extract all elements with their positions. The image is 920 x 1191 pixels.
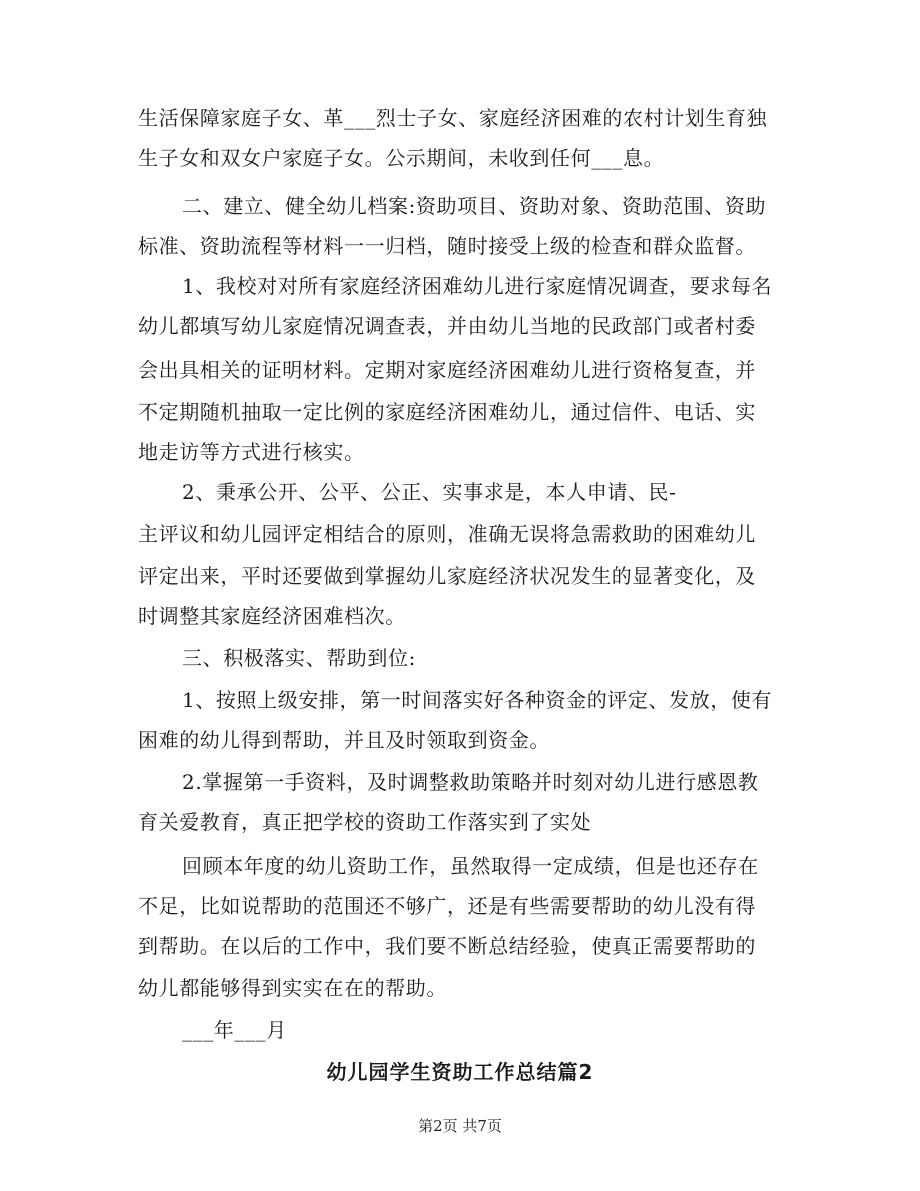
- text-line: 会出具相关的证明材料。定期对家庭经济困难幼儿进行资格复查，并: [138, 358, 756, 382]
- text-line: 时调整其家庭经济困难档次。: [138, 604, 406, 628]
- text-line: 不定期随机抽取一定比例的家庭经济困难幼儿，通过信件、电话、实: [138, 400, 756, 424]
- text-line: 育关爱教育，真正把学校的资助工作落实到了实处: [138, 810, 592, 834]
- text-line: 2、秉承公开、公平、公正、实事求是，本人申请、民-: [182, 480, 677, 504]
- text-line: 评定出来，平时还要做到掌握幼儿家庭经济状况发生的显著变化，及: [138, 564, 756, 588]
- text-line: 标准、资助流程等材料一一归档，随时接受上级的检查和群众监督。: [138, 234, 756, 258]
- text-line: 到帮助。在以后的工作中，我们要不断总结经验，使真正需要帮助的: [138, 934, 756, 958]
- text-line: 2.掌握第一手资料，及时调整救助策略并时刻对幼儿进行感恩教: [182, 770, 759, 794]
- text-line: 三、积极落实、帮助到位:: [182, 646, 416, 670]
- text-line: 主评议和幼儿园评定相结合的原则，准确无误将急需救助的困难幼儿: [138, 522, 756, 546]
- section-title: 幼儿园学生资助工作总结篇2: [326, 1060, 594, 1084]
- text-line: 地走访等方式进行核实。: [138, 440, 365, 464]
- page-indicator: 第2页 共7页: [418, 1117, 502, 1135]
- date-line: ___年___月: [182, 1018, 287, 1042]
- text-line: 二、建立、健全幼儿档案:资助项目、资助对象、资助范围、资助: [182, 194, 767, 218]
- text-line: 幼儿都填写幼儿家庭情况调查表，并由幼儿当地的民政部门或者村委: [138, 314, 756, 338]
- text-line: 1、我校对对所有家庭经济困难幼儿进行家庭情况调查，要求每名: [182, 274, 773, 298]
- text-line: 不足，比如说帮助的范围还不够广，还是有些需要帮助的幼儿没有得: [138, 894, 756, 918]
- text-line: 生活保障家庭子女、革___烈士子女、家庭经济困难的农村计划生育独: [138, 106, 768, 130]
- text-line: 生子女和双女户家庭子女。公示期间，未收到任何___息。: [138, 146, 665, 170]
- text-line: 1、按照上级安排，第一时间落实好各种资金的评定、发放，使有: [182, 688, 773, 712]
- text-line: 回顾本年度的幼儿资助工作，虽然取得一定成绩，但是也还存在: [182, 854, 759, 878]
- text-line: 幼儿都能够得到实实在在的帮助。: [138, 976, 447, 1000]
- text-line: 困难的幼儿得到帮助，并且及时领取到资金。: [138, 728, 550, 752]
